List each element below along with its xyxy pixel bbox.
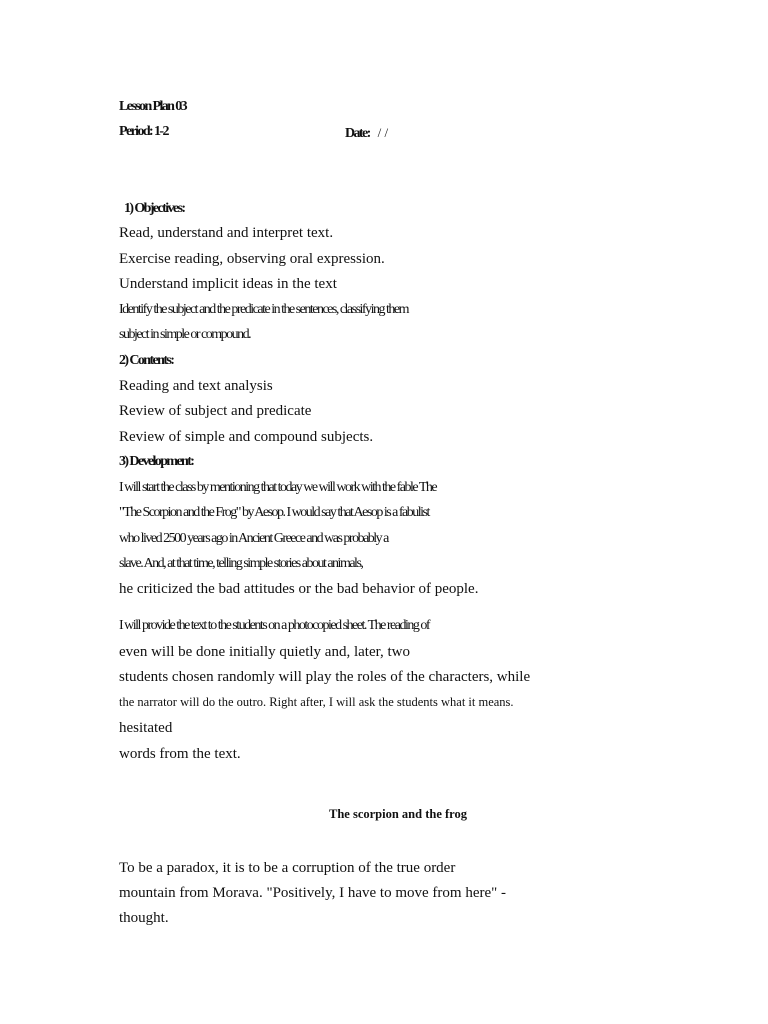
- development-line: I will provide the text to the students on a photocopied sheet. The reading of: [119, 618, 430, 633]
- date-value: / /: [377, 125, 389, 140]
- development-line: hesitated: [119, 720, 173, 736]
- story-title: The scorpion and the frog: [329, 807, 467, 821]
- development-heading: 3) Development:: [119, 454, 194, 469]
- content-item: Review of simple and compound subjects.: [119, 429, 374, 445]
- development-line: students chosen randomly will play the roles of the characters, while: [119, 669, 531, 685]
- development-line: slave. And, at that time, telling simple stories about animals,: [119, 556, 363, 571]
- objective-item: Exercise reading, observing oral expression.: [119, 251, 385, 267]
- development-line: I will start the class by mentioning that today we will work with the fable The: [119, 480, 437, 495]
- development-line: even will be done initially quietly and, later, two: [119, 644, 410, 660]
- story-line: To be a paradox, it is to be a corruption of the true order: [119, 860, 456, 876]
- development-line: "The Scorpion and the Frog" by Aesop. I would say that Aesop is a fabulist: [119, 505, 429, 520]
- story-line: mountain from Morava. "Positively, I have to move from here" -: [119, 885, 507, 901]
- period-label: Period: 1-2: [119, 124, 168, 139]
- objective-item: Understand implicit ideas in the text: [119, 276, 337, 292]
- story-line: thought.: [119, 910, 169, 926]
- objective-item: subject in simple or compound.: [119, 327, 251, 342]
- development-line: he criticized the bad attitudes or the bad behavior of people.: [119, 581, 479, 597]
- objective-item: Read, understand and interpret text.: [119, 225, 334, 241]
- development-line: who lived 2500 years ago in Ancient Greece and was probably a: [119, 531, 388, 546]
- contents-heading: 2) Contents:: [119, 353, 174, 368]
- lesson-plan-label: Lesson Plan 03: [119, 99, 187, 114]
- content-item: Reading and text analysis: [119, 378, 273, 394]
- objectives-heading: 1) Objectives:: [124, 201, 185, 216]
- date-label: Date:: [345, 126, 370, 141]
- development-line: the narrator will do the outro. Right after, I will ask the students what it means.: [119, 695, 514, 709]
- content-item: Review of subject and predicate: [119, 403, 312, 419]
- development-line: words from the text.: [119, 746, 241, 762]
- date-field: [345, 124, 388, 142]
- objective-item: Identify the subject and the predicate in the sentences, classifying them: [119, 302, 408, 317]
